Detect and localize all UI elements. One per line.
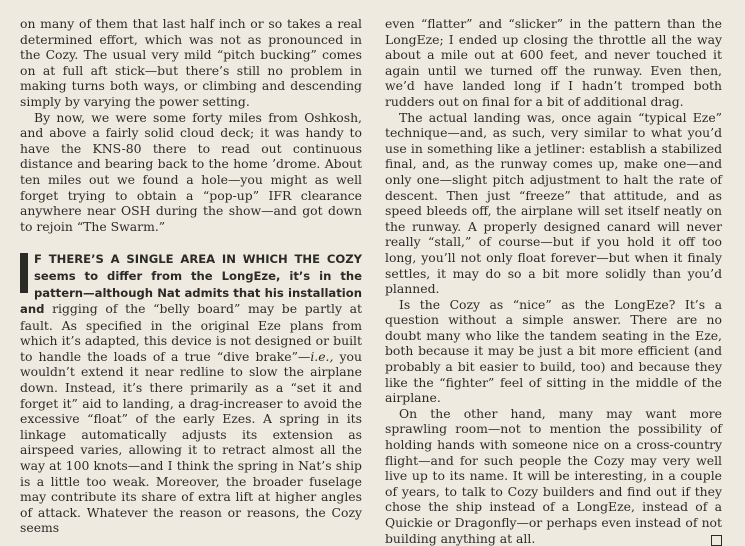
drop-cap-bar (20, 253, 28, 293)
paragraph: The actual landing was, once again “typical Eze” technique—and, as such, very similar to what you’d use in something like a jetliner: establish a stabilized final, and, as the runway comes up, make one—and only one—slight pitch adjustment to halt the rate of descent. Then just “freeze” that attitude, and as speed bleeds off, the airplane will set itself neatly on the runway. A properly designed canard will never really “stall,” of course—but if you hold it off too long, you’ll not only float forever—but when it finaly settles, it may do so a bit more solidly than you’d planned. (385, 109, 722, 297)
paragraph: on many of them that last half inch or so takes a real determined effort, which was not as pronounced in the Cozy. The usual very mild “pitch bucking” comes on at full aft stick—but there’s still no problem in making turns both ways, or climbing and descending simply by varying the power setting. (20, 16, 362, 109)
italic-abbrev: i.e., (310, 348, 334, 364)
paragraph (385, 406, 722, 546)
paragraph-text: rigging of the “belly board” may be partly at fault. As specified in the original Eze plans from which it’s adapted, this device is not designed or built to handle the loads of a true “dive brake”— (20, 301, 362, 364)
end-of-article-square-icon (711, 535, 722, 546)
paragraph-text: On the other hand, many may want more sprawling room—not to mention the possibility of holding hands with someone nice on a cross-country flight—and for such people the Cozy may very well live up to its name. It will be interesting, in a couple of years, to talk to Cozy builders and find out if they chose the ship instead of a LongEze, instead of a Quickie or Dragonfly—or perhaps even instead of not building anything at all. (385, 405, 722, 546)
section-opening-paragraph (20, 251, 362, 536)
paragraph: even “flatter” and “slicker” in the pattern than the LongEze; I ended up closing the throttle all the way about a mile out at 600 feet, and never touched it again until we turned off the runway. Even then, we’d have landed long if I hadn’t tromped both rudders out on final for a bit of additional drag. (385, 16, 722, 109)
paragraph-text: you wouldn’t extend it near redline to slow the airplane down. Instead, it’s there primarily as a “set it and forget it” aid to landing, a drag-increaser to avoid the excessive “float” of the early Ezes. A spring in its linkage automatically adjusts its extension as airspeed varies, allowing it to retract almost all the way at 100 knots—and I think the spring in Nat’s ship is a little too weak. Moreover, the broader fuselage may contribute its share of extra lift at higher angles of attack. Whatever the reason or reasons, the Cozy seems (20, 348, 362, 536)
paragraph: By now, we were some forty miles from Oshkosh, and above a fairly solid cloud deck; it was handy to have the KNS-80 there to read out continuous distance and bearing back to the home ’drome. About ten miles out we found a hole—you might as well forget trying to obtain a “pop-up” IFR clearance anywhere near OSH during the show—and got down to rejoin “The Swarm.” (20, 109, 362, 234)
section-lead-in: F THERE’S A SINGLE AREA IN WHICH THE COZY seems to differ from the LongEze, it’s in the pattern—although Nat admits that his installation and (20, 252, 362, 317)
paragraph: Is the Cozy as “nice” as the LongEze? It’s a question without a simple answer. There are no doubt many who like the tandem seating in the Eze, both because it may be just a bit more efficient (and probably a bit easier to build, too) and because they like the “fighter” feel of sitting in the middle of the airplane. (385, 296, 722, 406)
left-column (20, 16, 362, 536)
right-column (385, 16, 722, 546)
section-gap (20, 234, 362, 251)
